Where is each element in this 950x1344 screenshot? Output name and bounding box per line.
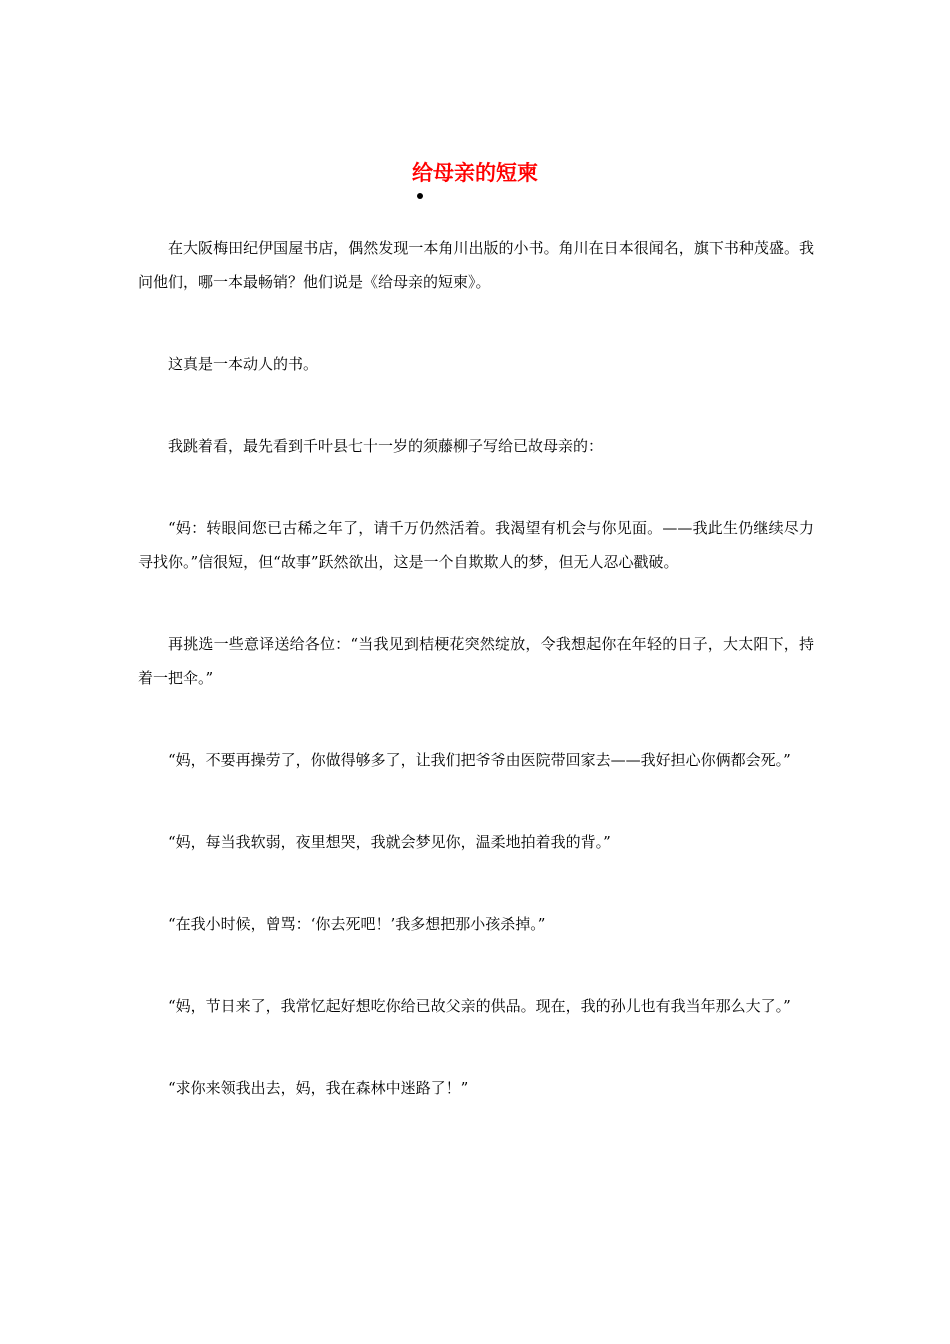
paragraph: 再挑选一些意译送给各位：“当我见到桔梗花突然绽放，令我想起你在年轻的日子，大太阳下，持着一把伞。” <box>138 635 814 687</box>
paragraph: “妈，每当我软弱，夜里想哭，我就会梦见你，温柔地拍着我的背。” <box>168 833 611 851</box>
document-body <box>138 231 814 1105</box>
paragraph: 这真是一本动人的书。 <box>168 355 319 373</box>
paragraph: “求你来领我出去，妈，我在森林中迷路了！” <box>168 1079 469 1097</box>
paragraph: 我跳着看，最先看到千叶县七十一岁的须藤柳子写给已故母亲的： <box>168 437 604 455</box>
paragraph: “妈：转眼间您已古稀之年了，请千万仍然活着。我渴望有机会与你见面。——我此生仍继续尽力寻找你。”信很短，但“故事”跃然欲出，这是一个自欺欺人的梦，但无人忍心戳破。 <box>138 519 814 571</box>
paragraph: “妈，不要再操劳了，你做得够多了，让我们把爷爷由医院带回家去——我好担心你俩都会死。” <box>168 751 791 769</box>
paragraph: 在大阪梅田纪伊国屋书店，偶然发现一本角川出版的小书。角川在日本很闻名，旗下书种茂盛。我问他们，哪一本最畅销？他们说是《给母亲的短柬》。 <box>138 239 814 291</box>
bullet-dot <box>417 193 423 199</box>
document-title: 给母亲的短柬 <box>412 160 538 185</box>
paragraph: “在我小时候，曾骂：‘你去死吧！’我多想把那小孩杀掉。” <box>168 915 546 933</box>
paragraph: “妈，节日来了，我常忆起好想吃你给已故父亲的供品。现在，我的孙儿也有我当年那么大了。” <box>168 997 791 1015</box>
